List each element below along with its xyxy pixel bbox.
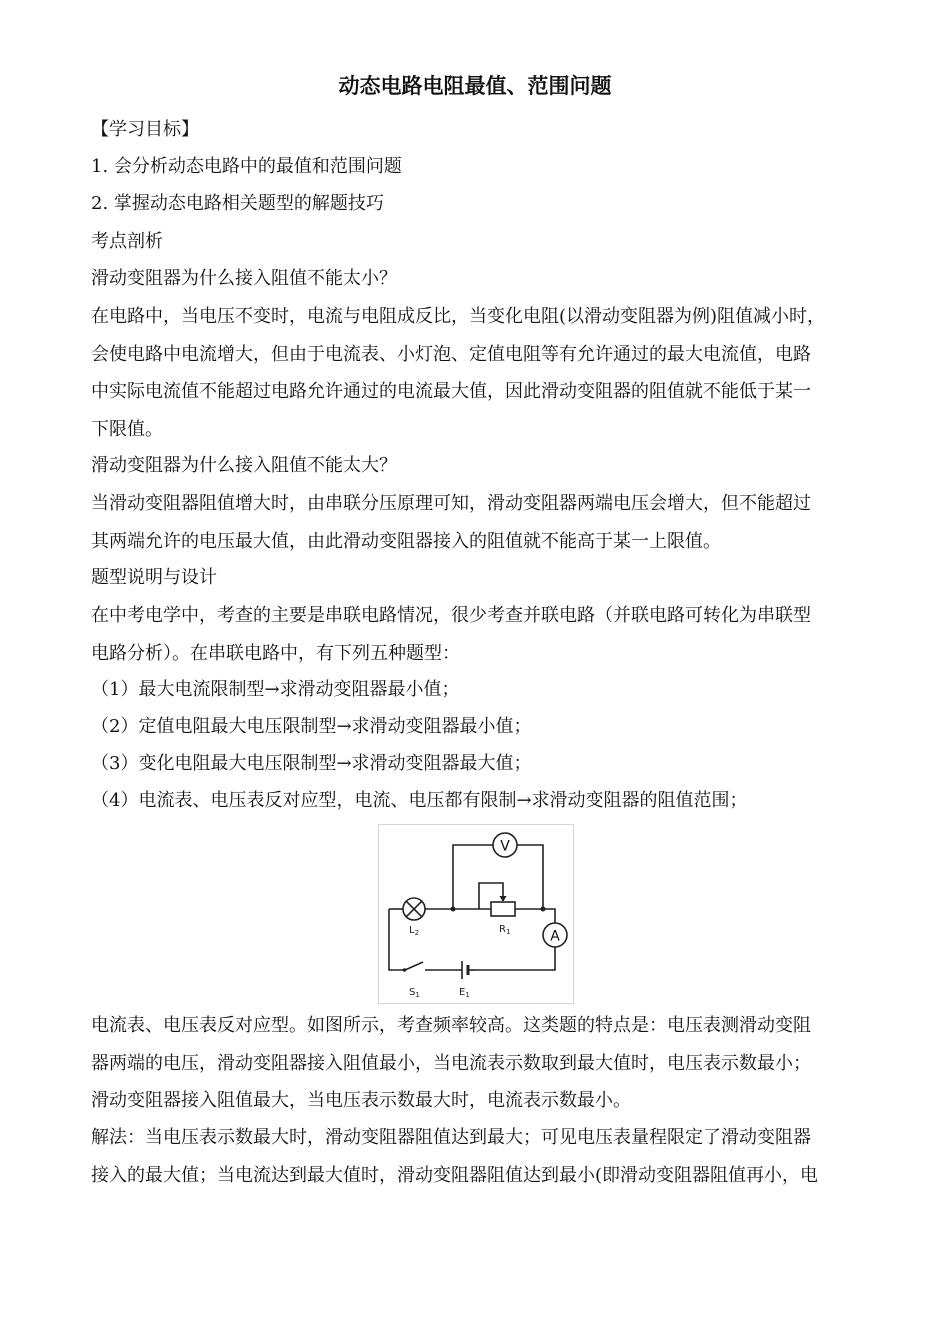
type-item-2: （2）定值电阻最大电压限制型→求滑动变阻器最小值； — [91, 716, 532, 737]
types-heading: 题型说明与设计 — [91, 567, 217, 588]
intro-line: 电路分析）。在串联电路中，有下列五种题型： — [91, 642, 460, 664]
wire-to-ammeter — [515, 909, 555, 923]
page-title: 动态电路电阻最值、范围问题 — [338, 74, 612, 98]
answer-line: 在电路中，当电压不变时，电流与电阻成反比，当变化电阻(以滑动变阻器为例)阻值减小时， — [91, 306, 826, 327]
wire-left — [389, 909, 403, 970]
desc-line: 滑动变阻器接入阻值最大，当电压表示数最大时，电流表示数最小。 — [91, 1090, 631, 1111]
type-description — [91, 1007, 861, 1120]
goal-item-1: 1. 会分析动态电路中的最值和范围问题 — [91, 156, 402, 177]
question-too-small: 滑动变阻器为什么接入阻值不能太小？ — [91, 268, 397, 289]
lamp-label: $L_2$ — [409, 925, 420, 937]
switch-icon — [403, 962, 423, 972]
switch-label: $S_1$ — [409, 987, 420, 999]
ammeter-icon — [543, 923, 567, 947]
intro-line: 在中考电学中，考查的主要是串联电路情况，很少考查并联电路（并联电路可转化为串联型 — [91, 605, 811, 626]
junction-node-right — [541, 907, 546, 912]
analysis-heading: 考点剖析 — [91, 231, 163, 252]
wire-voltmeter-right — [517, 845, 543, 909]
rheostat-label: $R_1$ — [499, 924, 511, 936]
slider-arrow-icon — [500, 896, 507, 902]
type-item-4: （4）电流表、电压表反对应型，电流、电压都有限制→求滑动变阻器的阻值范围； — [91, 790, 748, 811]
desc-line: 电流表、电压表反对应型。如图所示，考查频率较高。这类题的特点是：电压表测滑动变阻 — [91, 1015, 811, 1036]
answer-too-small — [91, 298, 861, 448]
battery-label: $E_1$ — [459, 987, 470, 999]
answer-line: 下限值。 — [91, 418, 163, 440]
wire-right-bottom — [475, 947, 555, 970]
ammeter-label: A — [550, 928, 560, 945]
goals-heading: 【学习目标】 — [91, 119, 199, 140]
desc-line: 器两端的电压，滑动变阻器接入阻值最小，当电流表示数取到最大值时，电压表示数最小； — [91, 1052, 811, 1074]
wire-voltmeter-left — [453, 845, 493, 909]
answer-line: 当滑动变阻器阻值增大时，由串联分压原理可知，滑动变阻器两端电压会增大，但不能超过 — [91, 493, 811, 514]
rheostat-icon — [491, 902, 515, 916]
types-intro — [91, 597, 861, 672]
lamp-icon — [403, 898, 425, 920]
voltmeter-label: V — [500, 838, 510, 855]
solution-text — [91, 1119, 861, 1194]
solution-line: 接入的最大值；当电流达到最大值时，滑动变阻器阻值达到最小(即滑动变阻器阻值再小，电 — [91, 1164, 819, 1186]
answer-too-large — [91, 485, 861, 560]
voltmeter-icon — [493, 833, 517, 857]
solution-line: 解法：当电压表示数最大时，滑动变阻器阻值达到最大；可见电压表量程限定了滑动变阻器 — [91, 1127, 811, 1148]
type-item-3: （3）变化电阻最大电压限制型→求滑动变阻器最大值； — [91, 753, 532, 774]
answer-line: 中实际电流值不能超过电路允许通过的电流最大值，因此滑动变阻器的阻值就不能低于某一 — [91, 381, 811, 402]
goal-item-2: 2. 掌握动态电路相关题型的解题技巧 — [91, 193, 384, 214]
answer-line: 其两端允许的电压最大值，由此滑动变阻器接入的阻值就不能高于某一上限值。 — [91, 530, 721, 552]
answer-line: 会使电路中电流增大，但由于电流表、小灯泡、定值电阻等有允许通过的最大电流值，电路 — [91, 343, 811, 365]
junction-node-left — [451, 907, 456, 912]
question-too-large: 滑动变阻器为什么接入阻值不能太大？ — [91, 455, 397, 476]
circuit-diagram — [378, 824, 574, 1004]
battery-icon — [459, 961, 475, 979]
type-item-1: （1）最大电流限制型→求滑动变阻器最小值； — [91, 679, 460, 700]
